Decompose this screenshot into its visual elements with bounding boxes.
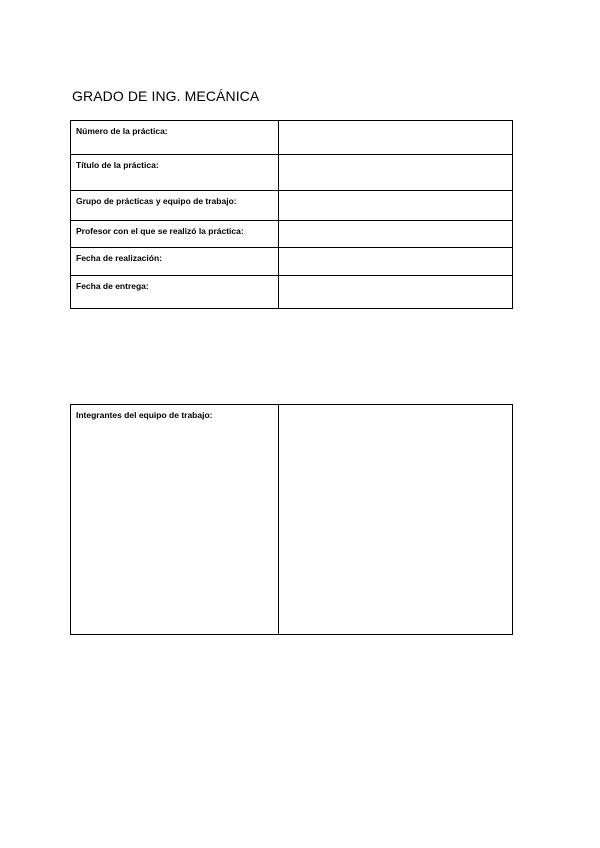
team-members-label: Integrantes del equipo de trabajo: [71,405,279,635]
page-title: GRADO DE ING. MECÁNICA [72,88,260,104]
practice-title-label: Título de la práctica: [71,155,279,191]
team-members-field[interactable] [279,405,513,635]
table-row [71,221,513,248]
table-row [71,248,513,276]
group-team-label: Grupo de prácticas y equipo de trabajo: [71,191,279,221]
delivery-date-label: Fecha de entrega: [71,276,279,309]
table-row [71,121,513,155]
table-row [71,155,513,191]
professor-label: Profesor con el que se realizó la práctica: [71,221,279,248]
table-row [71,191,513,221]
realization-date-label: Fecha de realización: [71,248,279,276]
professor-field[interactable] [279,221,513,248]
table-row [71,405,513,635]
practice-info-table [70,120,513,309]
team-members-table [70,404,513,635]
group-team-field[interactable] [279,191,513,221]
practice-number-label: Número de la práctica: [71,121,279,155]
table-row [71,276,513,309]
realization-date-field[interactable] [279,248,513,276]
delivery-date-field[interactable] [279,276,513,309]
practice-number-field[interactable] [279,121,513,155]
practice-title-field[interactable] [279,155,513,191]
